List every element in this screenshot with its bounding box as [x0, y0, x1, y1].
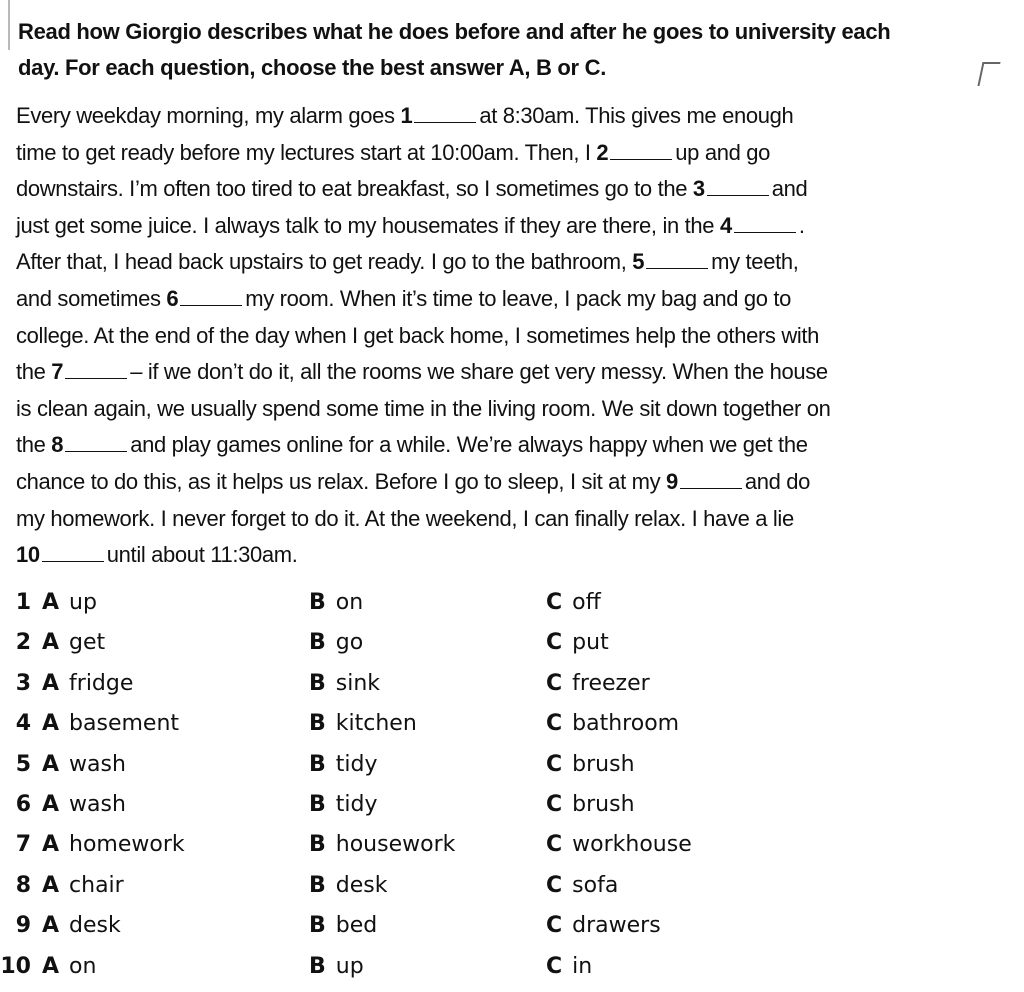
option-text: on [335, 590, 364, 615]
answer-options [0, 584, 1024, 988]
option-text: drawers [572, 913, 661, 939]
option-letter: C [546, 751, 563, 777]
passage-text: my teeth, [711, 249, 799, 275]
option-text: wash [69, 751, 126, 777]
option-text: homework [69, 832, 185, 858]
option-text: in [572, 953, 593, 979]
option-c[interactable] [546, 873, 618, 898]
answer-gap[interactable] [610, 158, 672, 160]
option-letter: A [42, 872, 60, 898]
passage-line [16, 98, 1020, 135]
option-c[interactable] [546, 832, 692, 857]
question-row [0, 786, 1024, 826]
passage-text: the [16, 359, 52, 385]
answer-gap[interactable] [42, 560, 104, 562]
option-text: brush [572, 751, 635, 777]
gap-number: 8 [51, 432, 64, 458]
gap-number: 3 [692, 176, 705, 202]
option-text: desk [335, 872, 388, 898]
question-row [0, 624, 1024, 664]
passage-line [16, 354, 1020, 391]
option-letter: B [309, 832, 326, 858]
option-a[interactable] [42, 832, 185, 857]
passage-text: After that, I head back upstairs to get ready. I go to the bathroom, [16, 249, 633, 275]
option-letter: C [546, 832, 563, 858]
option-text: up [69, 590, 97, 615]
question-number: 6 [15, 791, 31, 817]
option-letter: A [42, 711, 60, 737]
gap-number: 4 [719, 212, 732, 238]
instructions [18, 14, 1018, 86]
option-text: sofa [572, 872, 619, 898]
answer-gap[interactable] [680, 487, 742, 489]
answer-gap[interactable] [414, 121, 476, 123]
passage-text: is clean again, we usually spend some time in the living room. We sit down together on [16, 395, 831, 421]
option-b[interactable] [309, 954, 364, 979]
question-number: 4 [15, 711, 31, 737]
gap-number: 10 [16, 542, 40, 568]
option-b[interactable] [309, 752, 378, 777]
option-text: off [572, 590, 601, 615]
passage-text: downstairs. I’m often too tired to eat breakfast, so I sometimes go to the [16, 176, 693, 202]
question-row [0, 705, 1024, 745]
option-c[interactable] [546, 711, 679, 736]
instructions-line: day. For each question, choose the best answer A, B or C. [18, 55, 607, 80]
question-row [0, 746, 1024, 786]
option-b[interactable] [309, 873, 387, 898]
gap-number: 6 [166, 285, 179, 311]
passage-line [16, 171, 1020, 208]
passage-text: and do [744, 468, 811, 494]
question-number: 2 [15, 630, 31, 656]
question-number: 9 [15, 913, 31, 939]
option-letter: B [309, 670, 326, 696]
option-text: freezer [572, 670, 650, 696]
option-letter: C [546, 630, 563, 656]
option-c[interactable] [546, 913, 661, 938]
option-b[interactable] [309, 792, 378, 817]
option-b[interactable] [309, 671, 380, 696]
option-b[interactable] [309, 590, 363, 615]
option-c[interactable] [546, 590, 601, 615]
answer-gap[interactable] [180, 304, 242, 306]
option-b[interactable] [309, 711, 417, 736]
passage-line [16, 391, 1020, 428]
option-letter: A [42, 590, 60, 615]
passage-text: college. At the end of the day when I get back home, I sometimes help the others with [16, 322, 820, 348]
question-number: 3 [15, 670, 31, 696]
instructions-line: Read how Giorgio describes what he does before and after he goes to university each [18, 19, 891, 44]
option-text: workhouse [572, 832, 692, 858]
option-letter: B [309, 953, 326, 979]
option-letter: A [42, 630, 60, 656]
option-c[interactable] [546, 752, 635, 777]
option-c[interactable] [546, 792, 635, 817]
passage-text: up and go [675, 139, 771, 165]
option-a[interactable] [42, 792, 126, 817]
answer-gap[interactable] [707, 194, 769, 196]
option-letter: A [42, 670, 60, 696]
option-text: tidy [335, 791, 378, 817]
question-number: 10 [0, 953, 31, 979]
answer-gap[interactable] [65, 377, 127, 379]
passage-text: at 8:30am. This gives me enough [479, 103, 794, 128]
option-letter: B [309, 630, 326, 656]
passage-line [16, 281, 1020, 318]
option-letter: C [546, 953, 563, 979]
question-row [0, 584, 1024, 624]
option-text: up [335, 953, 364, 979]
option-letter: C [546, 791, 563, 817]
question-row [0, 665, 1024, 705]
option-b[interactable] [309, 913, 377, 938]
option-c[interactable] [546, 671, 650, 696]
passage-text: the [16, 432, 52, 458]
question-number: 7 [15, 832, 31, 858]
passage-text: time to get ready before my lectures start at 10:00am. Then, I [16, 139, 597, 165]
option-letter: A [42, 953, 60, 979]
gap-number: 1 [400, 103, 413, 128]
option-b[interactable] [309, 630, 363, 655]
passage-text: . [798, 212, 805, 238]
question-number: 1 [15, 590, 31, 615]
question-row [0, 826, 1024, 866]
passage-line [16, 464, 1020, 501]
option-text: bathroom [572, 711, 680, 737]
passage-line [16, 135, 1020, 172]
option-letter: C [546, 872, 563, 898]
option-a[interactable] [42, 711, 179, 736]
gap-fill-passage [16, 98, 1020, 574]
question-row [0, 867, 1024, 907]
gap-number: 9 [665, 468, 678, 494]
gap-number: 2 [596, 139, 609, 165]
passage-text: my homework. I never forget to do it. At the weekend, I can finally relax. I have a lie [16, 505, 794, 531]
option-letter: B [309, 913, 326, 939]
option-a[interactable] [42, 913, 121, 938]
passage-text: and sometimes [16, 285, 167, 311]
option-letter: A [42, 913, 60, 939]
option-text: desk [69, 913, 121, 939]
option-letter: A [42, 751, 60, 777]
option-text: chair [69, 872, 124, 898]
answer-gap[interactable] [65, 450, 127, 452]
option-c[interactable] [546, 954, 592, 979]
option-text: housework [335, 832, 456, 858]
option-b[interactable] [309, 832, 455, 857]
option-letter: B [309, 872, 326, 898]
passage-text: my room. When it’s time to leave, I pack my bag and go to [245, 285, 792, 311]
option-a[interactable] [42, 630, 105, 655]
question-number: 5 [15, 751, 31, 777]
gap-number: 7 [51, 359, 64, 385]
passage-line [16, 244, 1020, 281]
passage-line [16, 537, 1020, 574]
option-letter: B [309, 711, 326, 737]
option-letter: C [546, 711, 563, 737]
option-text: on [69, 953, 97, 979]
option-text: go [335, 630, 364, 656]
option-letter: C [546, 913, 563, 939]
option-a[interactable] [42, 752, 126, 777]
passage-text: chance to do this, as it helps us relax. Before I go to sleep, I sit at my [16, 468, 666, 494]
option-a[interactable] [42, 954, 96, 979]
option-text: sink [335, 670, 381, 696]
question-row [0, 907, 1024, 947]
passage-text: and play games online for a while. We’re always happy when we get the [130, 432, 808, 458]
option-text: fridge [69, 670, 134, 696]
passage-line [16, 427, 1020, 464]
option-text: kitchen [335, 711, 417, 737]
passage-text: until about 11:30am. [106, 542, 298, 568]
option-text: bed [335, 913, 378, 939]
option-text: wash [69, 791, 126, 817]
option-text: tidy [335, 751, 378, 777]
option-text: get [69, 630, 106, 656]
answer-gap[interactable] [734, 231, 796, 233]
option-letter: C [546, 670, 563, 696]
option-text: basement [69, 711, 180, 737]
answer-gap[interactable] [646, 267, 708, 269]
margin-line [8, 0, 10, 50]
passage-text: just get some juice. I always talk to my housemates if they are there, in the [16, 212, 720, 238]
passage-line [16, 208, 1020, 245]
option-a[interactable] [42, 590, 97, 615]
option-a[interactable] [42, 873, 124, 898]
option-letter: B [309, 751, 326, 777]
option-letter: A [42, 791, 60, 817]
option-text: brush [572, 791, 635, 817]
passage-text: – if we don’t do it, all the rooms we share get very messy. When the house [130, 359, 828, 385]
passage-text: and [771, 176, 808, 202]
option-a[interactable] [42, 671, 133, 696]
passage-line [16, 318, 1020, 355]
option-text: put [572, 630, 609, 656]
question-row [0, 948, 1024, 988]
question-number: 8 [15, 872, 31, 898]
option-letter: C [546, 590, 563, 615]
option-letter: A [42, 832, 60, 858]
option-letter: B [309, 791, 326, 817]
gap-number: 5 [632, 249, 645, 275]
passage-text: Every weekday morning, my alarm goes [16, 103, 401, 128]
option-letter: B [309, 590, 326, 615]
option-c[interactable] [546, 630, 609, 655]
passage-line [16, 501, 1020, 538]
